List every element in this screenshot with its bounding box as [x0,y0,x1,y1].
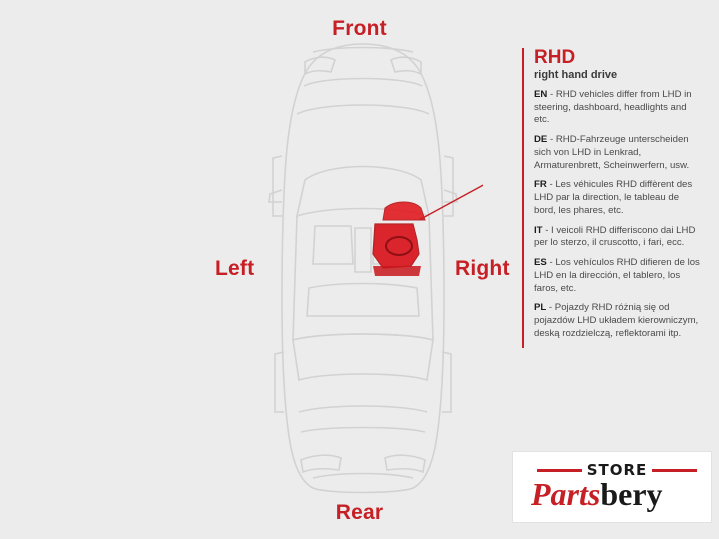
logo-rule-right [652,469,697,472]
orientation-label-rear: Rear [335,501,384,524]
lang-code-fr: FR [534,179,547,191]
lang-code-pl: PL [534,302,547,314]
lang-code-en: EN [534,88,548,100]
rhd-callout-panel [522,48,702,348]
description-en [534,89,702,127]
description-fr [534,179,702,217]
description-text-en: - RHD vehicles differ from LHD in steering, dashboard, headlights and etc. [534,88,692,126]
lang-code-es: ES [534,257,547,269]
description-text-it: - I veicoli RHD differiscono dai LHD per lo sterzo, il cruscotto, i fari, ecc. [534,224,696,249]
brand-logo [512,451,712,523]
description-es [534,257,702,295]
description-de [534,134,702,172]
logo-brand-second: bery [600,476,663,512]
description-pl [534,302,702,340]
logo-rule-left [537,469,582,472]
description-it [534,225,702,251]
rhd-highlight-region [373,202,425,276]
logo-brand-first: Parts [531,476,601,512]
car-top-view-illustration [243,40,483,495]
logo-brand-name [531,476,663,513]
description-text-fr: - Les véhicules RHD diffèrent des LHD par la direction, le tableau de bord, les phares, etc. [534,179,693,216]
orientation-label-front: Front [332,17,387,40]
lang-code-it: IT [534,224,543,236]
description-text-de: - RHD-Fahrzeuge unterscheiden sich von LHD in Lenkrad, Armaturenbrett, Scheinwerfern, usw. [534,134,690,171]
lang-code-de: DE [534,134,548,146]
orientation-label-right: Right [455,257,510,280]
description-text-es: - Los vehículos RHD difieren de los LHD en la dirección, el tablero, los faros, etc. [534,257,700,294]
logo-store-text: STORE [586,461,648,479]
callout-title: RHD [534,47,576,68]
orientation-label-left: Left [215,257,255,280]
description-text-pl: - Pojazdy RHD różnią się od pojazdów LHD układem kierowniczym, deską rozdzielczą, reflektorami itp. [534,302,699,339]
callout-subtitle: right hand drive [534,68,618,81]
